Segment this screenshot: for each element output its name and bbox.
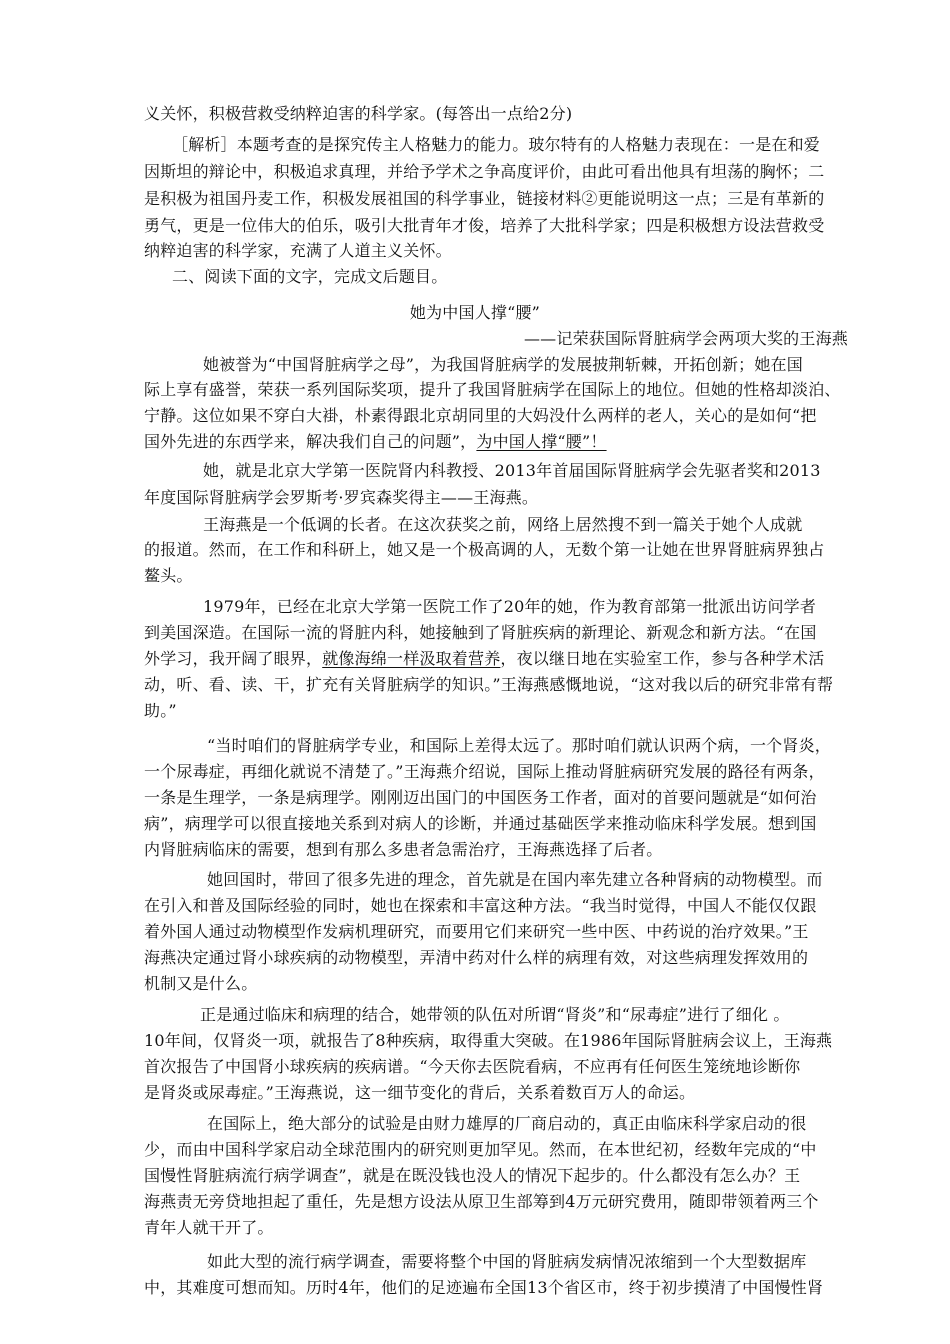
text-line: 着外国人通过动物模型作发病机理研究，而要用它们来研究一些中医、中药说的治疗效果。”王 <box>144 922 809 941</box>
text-line: 她，就是北京大学第一医院肾内科教授、2013年首届国际肾脏病学会先驱者奖和2013 <box>203 461 821 480</box>
text-line: 少，而由中国科学家启动全球范围内的研究则更加罕见。然而，在本世纪初，经数年完成的“中 <box>144 1140 817 1159</box>
text-line: 在国际上，绝大部分的试验是由财力雄厚的厂商启动的，真正由临床科学家启动的很 <box>207 1114 807 1133</box>
text-line: 在引入和普及国际经验的同时，她也在探索和丰富这种方法。“我当时觉得，中国人不能仅仅跟 <box>144 896 817 915</box>
text-line: 海燕决定通过肾小球疾病的动物模型，弄清中药对什么样的病理有效，对这些病理发挥效用的 <box>144 948 809 967</box>
text-line: 助。” <box>144 701 177 720</box>
text-line: 勇气，更是一位伟大的伯乐，吸引大批青年才俊，培养了大批科学家；四是积极想方设法营救受 <box>144 216 825 235</box>
text-line: 10年间，仅肾炎一项，就报告了8种疾病，取得重大突破。在1986年国际肾脏病会议上，王海燕 <box>144 1031 833 1050</box>
text-line: 义关怀，积极营救受纳粹迫害的科学家。(每答出一点给2分) <box>144 104 573 123</box>
text-line: 是积极为祖国丹麦工作，积极发展祖国的科学事业，链接材料②更能说明这一点；三是有革新的 <box>144 189 825 208</box>
article-subtitle: ——记荣获国际肾脏病学会两项大奖的王海燕 <box>523 329 848 348</box>
underlined-phrase: 为中国人撑“腰”！ <box>476 432 607 451</box>
underlined-phrase: 就像海绵一样汲取着营养 <box>322 649 501 668</box>
text-line: 中，其难度可想而知。历时4年，他们的足迹遍布全国13个省区市，终于初步摸清了中国慢性肾 <box>144 1278 824 1297</box>
text-line: 机制又是什么。 <box>144 974 258 993</box>
text-line: 正是通过临床和病理的结合，她带领的队伍对所谓“肾炎”和“尿毒症”进行了细化 。 <box>200 1005 790 1024</box>
text-line: 首次报告了中国肾小球疾病的疾病谱。“今天你去医院看病，不应再有任何医生笼统地诊断你 <box>144 1057 801 1076</box>
text-line: 青年人就干开了。 <box>144 1218 274 1237</box>
text-line: 是肾炎或尿毒症。”王海燕说，这一细节变化的背后，关系着数百万人的命运。 <box>144 1083 696 1102</box>
text-line: 海燕责无旁贷地担起了重任，先是想方设法从原卫生部筹到4万元研究费用，随即带领着两三个 <box>144 1192 819 1211</box>
section-heading: 二、阅读下面的文字，完成文后题目。 <box>172 267 448 286</box>
text-line <box>144 432 844 452</box>
text-line: 纳粹迫害的科学家，充满了人道主义关怀。 <box>144 241 452 260</box>
text-line: 她被誉为“中国肾脏病学之母”，为我国肾脏病学的发展披荆斩棘，开拓创新；她在国 <box>203 355 803 374</box>
text-line <box>144 649 844 669</box>
text-line: 如此大型的流行病学调查，需要将整个中国的肾脏病发病情况浓缩到一个大型数据库 <box>207 1252 807 1271</box>
text-line: 际上享有盛誉，荣获一系列国际奖项，提升了我国肾脏病学在国际上的地位。但她的性格却淡泊、 <box>144 380 841 399</box>
text-line: 动，听、看、读、干，扩充有关肾脏病学的知识。”王海燕感慨地说，“这对我以后的研究非常有帮 <box>144 675 834 694</box>
text-line: 宁静。这位如果不穿白大褂，朴素得跟北京胡同里的大妈没什么两样的老人，关心的是如何“把 <box>144 406 817 425</box>
text-line: 到美国深造。在国际一流的肾脏内科，她接触到了肾脏疾病的新理论、新观念和新方法。“在国 <box>144 623 817 642</box>
text-line: 1979年，已经在北京大学第一医院工作了20年的她，作为教育部第一批派出访问学者 <box>203 597 817 616</box>
text-line: 一条是生理学，一条是病理学。刚刚迈出国门的中国医务工作者，面对的首要问题就是“如何治 <box>144 788 817 807</box>
text-line: 一个尿毒症，再细化就说不清楚了。”王海燕介绍说，国际上推动肾脏病研究发展的路径有两条， <box>144 762 825 781</box>
text-segment: 国外先进的东西学来，解决我们自己的问题”， <box>144 432 477 451</box>
text-line: 内肾脏病临床的需要，想到有那么多患者急需治疗，王海燕选择了后者。 <box>144 840 663 859</box>
text-line: 年度国际肾脏病学会罗斯考·罗宾森奖得主——王海燕。 <box>144 488 539 507</box>
text-segment: ，夜以继日地在实验室工作，参与各种学术活 <box>500 649 825 668</box>
text-line: 她回国时，带回了很多先进的理念，首先就是在国内率先建立各种肾病的动物模型。而 <box>207 870 823 889</box>
text-line: 国慢性肾脏病流行病学调查”，就是在既没钱也没人的情况下起步的。什么都没有怎么办？王 <box>144 1166 801 1185</box>
text-line: “当时咱们的肾脏病学专业，和国际上差得太远了。那时咱们就认识两个病，一个肾炎， <box>207 736 831 755</box>
text-segment: 外学习，我开阔了眼界， <box>144 649 323 668</box>
article-title: 她为中国人撑“腰” <box>409 303 541 322</box>
text-line: 病”，病理学可以很直接地关系到对病人的诊断，并通过基础医学来推动临床科学发展。想到国 <box>144 814 817 833</box>
text-line: ［解析］本题考查的是探究传主人格魅力的能力。玻尔特有的人格魅力表现在：一是在和爱 <box>172 135 821 154</box>
text-line: 王海燕是一个低调的长者。在这次获奖之前，网络上居然搜不到一篇关于她个人成就 <box>203 515 803 534</box>
text-line: 因斯坦的辩论中，积极追求真理，并给予学术之争高度评价，由此可看出他具有坦荡的胸怀；二 <box>144 162 825 181</box>
text-line: 的报道。然而，在工作和科研上，她又是一个极高调的人，无数个第一让她在世界肾脏病界独占 <box>144 540 825 559</box>
text-line: 鳌头。 <box>144 566 193 585</box>
